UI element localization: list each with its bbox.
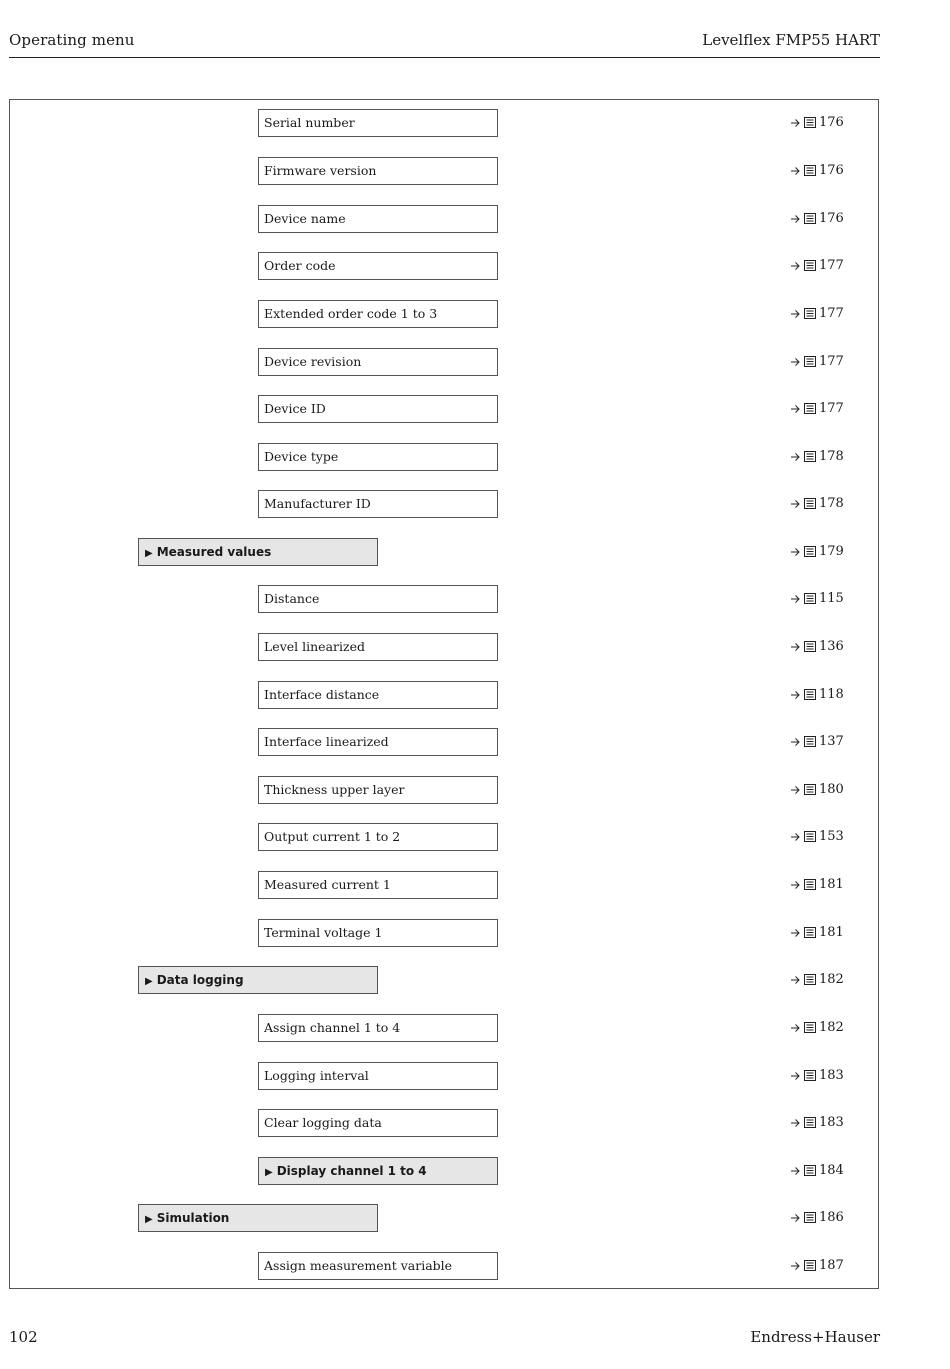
page-number: 177	[819, 401, 844, 416]
menu-item-measured-current[interactable]: Measured current 1	[258, 871, 498, 899]
header-product-title: Levelflex FMP55 HART	[702, 31, 880, 49]
menu-row	[10, 538, 878, 566]
menu-row	[10, 252, 878, 280]
page-reference[interactable]	[790, 538, 844, 566]
book-icon	[804, 1070, 816, 1081]
page-number: 181	[819, 877, 844, 892]
menu-row	[10, 919, 878, 947]
arrow-right-icon	[790, 309, 800, 319]
book-icon	[804, 1260, 816, 1271]
page-reference[interactable]	[790, 1014, 844, 1042]
menu-item-thickness-upper-layer[interactable]: Thickness upper layer	[258, 776, 498, 804]
book-icon	[804, 117, 816, 128]
arrow-right-icon	[790, 166, 800, 176]
menu-item-extended-order-code[interactable]: Extended order code 1 to 3	[258, 300, 498, 328]
page-number: 115	[819, 591, 844, 606]
menu-row	[10, 871, 878, 899]
page-number: 153	[819, 829, 844, 844]
page-reference[interactable]	[790, 109, 844, 137]
menu-tree-frame	[9, 99, 879, 1289]
arrow-right-icon	[790, 1261, 800, 1271]
page-reference[interactable]	[790, 585, 844, 613]
menu-item-output-current[interactable]: Output current 1 to 2	[258, 823, 498, 851]
arrow-right-icon	[790, 214, 800, 224]
book-icon	[804, 260, 816, 271]
menu-row	[10, 681, 878, 709]
page-number: 177	[819, 354, 844, 369]
book-icon	[804, 1212, 816, 1223]
arrow-right-icon	[790, 357, 800, 367]
triangle-right-icon: ▶	[265, 1167, 273, 1178]
submenu-data-logging[interactable]	[138, 966, 378, 994]
page-reference[interactable]	[790, 681, 844, 709]
menu-item-device-revision[interactable]: Device revision	[258, 348, 498, 376]
menu-row	[10, 1109, 878, 1137]
arrow-right-icon	[790, 499, 800, 509]
menu-item-firmware-version[interactable]: Firmware version	[258, 157, 498, 185]
header-divider	[9, 57, 880, 58]
menu-item-clear-logging-data[interactable]: Clear logging data	[258, 1109, 498, 1137]
menu-item-assign-measurement-variable[interactable]: Assign measurement variable	[258, 1252, 498, 1280]
arrow-right-icon	[790, 404, 800, 414]
page-reference[interactable]	[790, 633, 844, 661]
menu-row	[10, 966, 878, 994]
menu-item-interface-linearized[interactable]: Interface linearized	[258, 728, 498, 756]
page-reference[interactable]	[790, 300, 844, 328]
page-number: 178	[819, 496, 844, 511]
arrow-right-icon	[790, 737, 800, 747]
book-icon	[804, 736, 816, 747]
submenu-label: Data logging	[156, 973, 244, 987]
page-number: 177	[819, 306, 844, 321]
arrow-right-icon	[790, 1118, 800, 1128]
menu-item-serial-number[interactable]: Serial number	[258, 109, 498, 137]
book-icon	[804, 784, 816, 795]
page-reference[interactable]	[790, 871, 844, 899]
triangle-right-icon: ▶	[145, 976, 153, 987]
triangle-right-icon: ▶	[145, 1214, 153, 1225]
page-number: 183	[819, 1068, 844, 1083]
menu-item-device-name[interactable]: Device name	[258, 205, 498, 233]
arrow-right-icon	[790, 928, 800, 938]
menu-row	[10, 443, 878, 471]
arrow-right-icon	[790, 452, 800, 462]
arrow-right-icon	[790, 975, 800, 985]
page-number: 186	[819, 1210, 844, 1225]
menu-item-terminal-voltage[interactable]: Terminal voltage 1	[258, 919, 498, 947]
menu-row	[10, 823, 878, 851]
book-icon	[804, 403, 816, 414]
book-icon	[804, 498, 816, 509]
arrow-right-icon	[790, 690, 800, 700]
page-reference[interactable]	[790, 490, 844, 518]
submenu-display-channel[interactable]	[258, 1157, 498, 1185]
page-number: 184	[819, 1163, 844, 1178]
menu-item-interface-distance[interactable]: Interface distance	[258, 681, 498, 709]
arrow-right-icon	[790, 1071, 800, 1081]
page-reference[interactable]	[790, 728, 844, 756]
book-icon	[804, 927, 816, 938]
arrow-right-icon	[790, 261, 800, 271]
menu-row	[10, 205, 878, 233]
submenu-label: Simulation	[156, 1211, 230, 1225]
book-icon	[804, 308, 816, 319]
page-reference[interactable]	[790, 252, 844, 280]
page-number: 178	[819, 449, 844, 464]
header-section-title: Operating menu	[9, 31, 135, 49]
book-icon	[804, 356, 816, 367]
page-number: 183	[819, 1115, 844, 1130]
page-reference[interactable]	[790, 205, 844, 233]
book-icon	[804, 689, 816, 700]
menu-item-level-linearized[interactable]: Level linearized	[258, 633, 498, 661]
book-icon	[804, 974, 816, 985]
page-number: 179	[819, 544, 844, 559]
arrow-right-icon	[790, 547, 800, 557]
page-reference[interactable]	[790, 1252, 844, 1280]
submenu-measured-values[interactable]	[138, 538, 378, 566]
book-icon	[804, 879, 816, 890]
page-number: 176	[819, 163, 844, 178]
book-icon	[804, 546, 816, 557]
book-icon	[804, 213, 816, 224]
book-icon	[804, 641, 816, 652]
menu-item-order-code[interactable]: Order code	[258, 252, 498, 280]
book-icon	[804, 451, 816, 462]
menu-row	[10, 1252, 878, 1280]
arrow-right-icon	[790, 832, 800, 842]
page-number: 118	[819, 687, 844, 702]
menu-row	[10, 585, 878, 613]
menu-item-manufacturer-id[interactable]: Manufacturer ID	[258, 490, 498, 518]
page-reference[interactable]	[790, 1062, 844, 1090]
book-icon	[804, 165, 816, 176]
page-number: 182	[819, 972, 844, 987]
book-icon	[804, 1022, 816, 1033]
page-reference[interactable]	[790, 776, 844, 804]
arrow-right-icon	[790, 1213, 800, 1223]
book-icon	[804, 1117, 816, 1128]
arrow-right-icon	[790, 118, 800, 128]
page-number: 176	[819, 115, 844, 130]
menu-row	[10, 1157, 878, 1185]
page-reference[interactable]	[790, 1157, 844, 1185]
menu-item-assign-channel[interactable]: Assign channel 1 to 4	[258, 1014, 498, 1042]
arrow-right-icon	[790, 1023, 800, 1033]
page-number: 187	[819, 1258, 844, 1273]
menu-row	[10, 1062, 878, 1090]
book-icon	[804, 831, 816, 842]
menu-row	[10, 1014, 878, 1042]
arrow-right-icon	[790, 785, 800, 795]
menu-item-distance[interactable]: Distance	[258, 585, 498, 613]
book-icon	[804, 1165, 816, 1176]
page-number: 180	[819, 782, 844, 797]
page-reference[interactable]	[790, 966, 844, 994]
submenu-simulation[interactable]	[138, 1204, 378, 1232]
submenu-label: Measured values	[156, 545, 272, 559]
page-reference[interactable]	[790, 443, 844, 471]
submenu-label: Display channel 1 to 4	[276, 1164, 427, 1178]
arrow-right-icon	[790, 642, 800, 652]
menu-row	[10, 348, 878, 376]
page-reference[interactable]	[790, 1109, 844, 1137]
page-number: 177	[819, 258, 844, 273]
menu-row	[10, 300, 878, 328]
page-reference[interactable]	[790, 395, 844, 423]
menu-row	[10, 728, 878, 756]
page-reference[interactable]	[790, 157, 844, 185]
page-number: 137	[819, 734, 844, 749]
footer-page-number: 102	[9, 1328, 38, 1346]
menu-row	[10, 633, 878, 661]
page-number: 136	[819, 639, 844, 654]
arrow-right-icon	[790, 1166, 800, 1176]
menu-row	[10, 1204, 878, 1232]
footer-brand: Endress+Hauser	[750, 1328, 880, 1346]
page-reference[interactable]	[790, 919, 844, 947]
page-number: 181	[819, 925, 844, 940]
page-number: 176	[819, 211, 844, 226]
page-reference[interactable]	[790, 823, 844, 851]
page-number: 182	[819, 1020, 844, 1035]
menu-row	[10, 490, 878, 518]
page-reference[interactable]	[790, 348, 844, 376]
menu-row	[10, 395, 878, 423]
menu-item-logging-interval[interactable]: Logging interval	[258, 1062, 498, 1090]
menu-row	[10, 109, 878, 137]
book-icon	[804, 593, 816, 604]
menu-row	[10, 157, 878, 185]
menu-item-device-type[interactable]: Device type	[258, 443, 498, 471]
menu-row	[10, 776, 878, 804]
page-reference[interactable]	[790, 1204, 844, 1232]
menu-item-device-id[interactable]: Device ID	[258, 395, 498, 423]
arrow-right-icon	[790, 880, 800, 890]
arrow-right-icon	[790, 594, 800, 604]
triangle-right-icon: ▶	[145, 548, 153, 559]
